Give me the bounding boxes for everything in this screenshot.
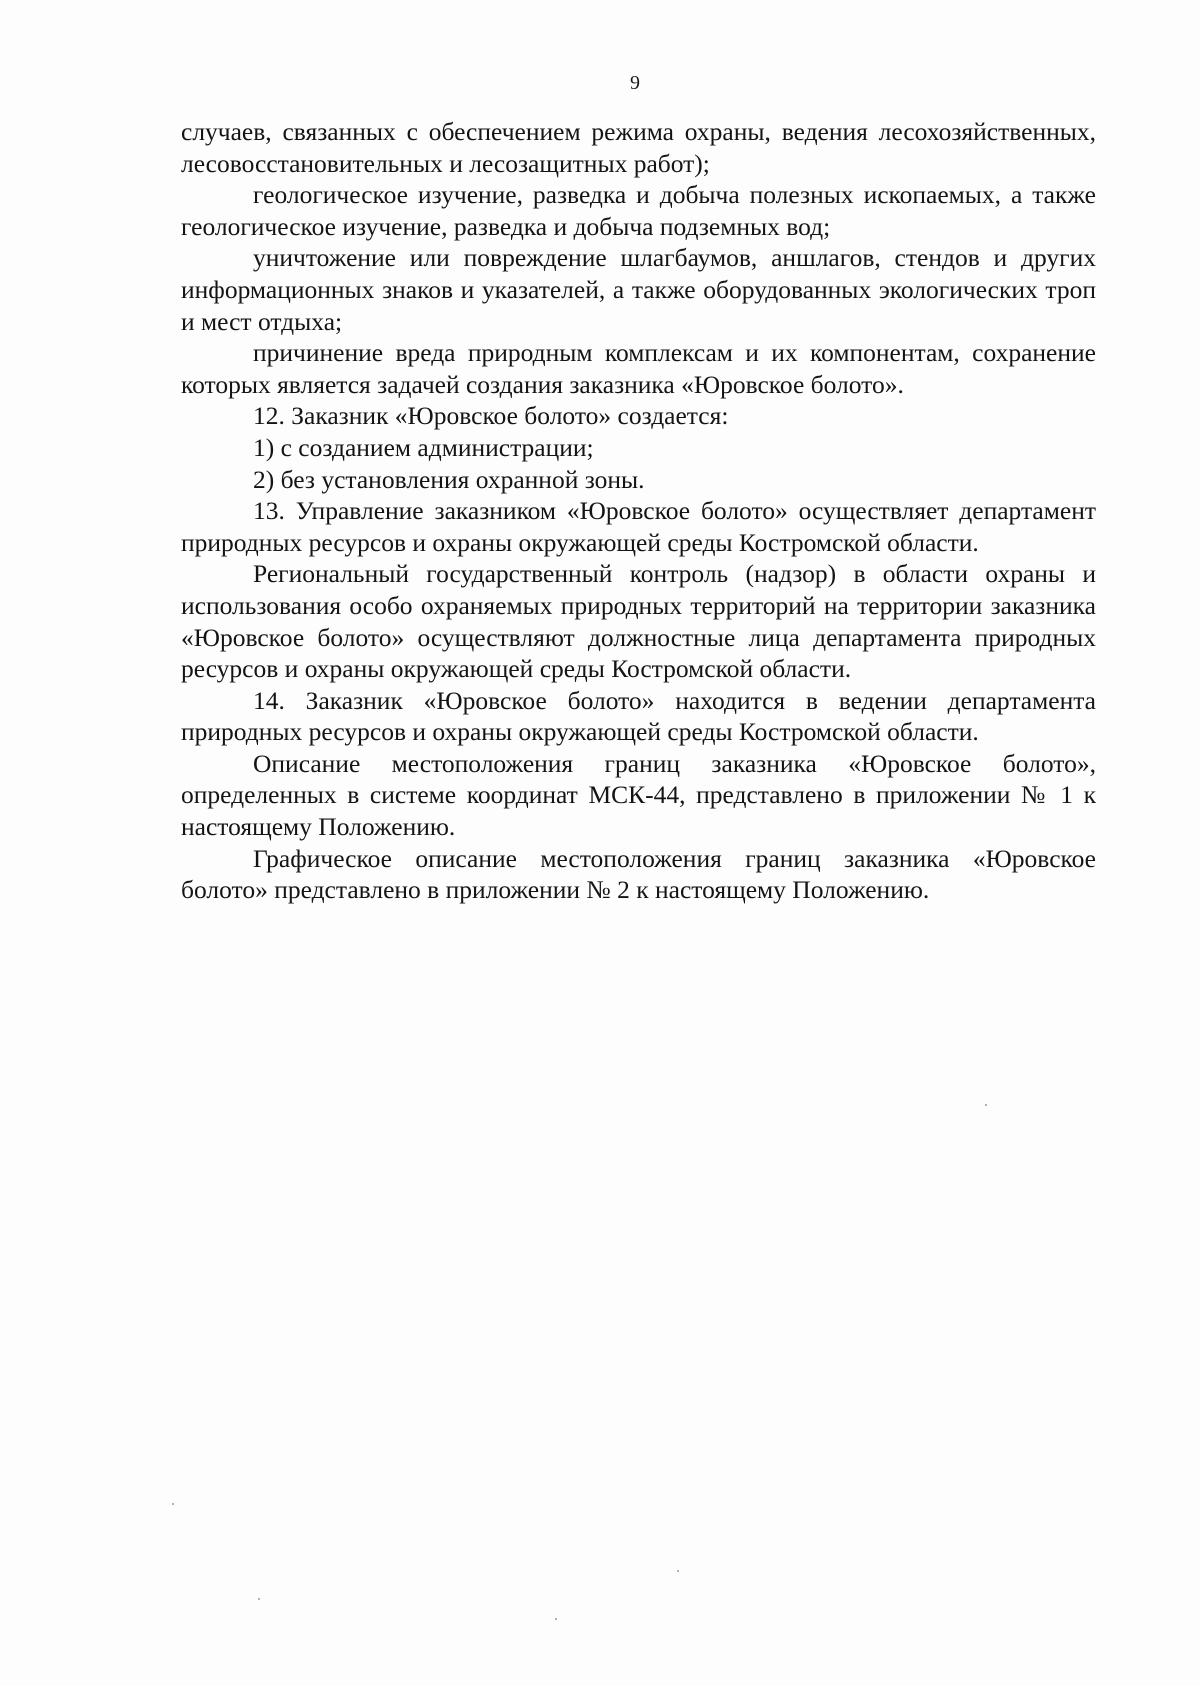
paragraph-graphic-description: Графическое описание местоположения границ заказника «Юровское болото» представлено в приложении № 2 к настоящему Положению. [181, 843, 1096, 905]
page-number: 9 [630, 72, 640, 94]
scan-speck [555, 1618, 557, 1620]
paragraph-regional-control: Региональный государственный контроль (надзор) в области охраны и использования особо охраняемых природных территорий на территории заказника «Юровское болото» осуществляют должностные лица департамента природных ресурсов и охраны окружающей среды Костромской области. [181, 559, 1096, 684]
paragraph-continuation: случаев, связанных с обеспечением режима охраны, ведения лесохозяйственных, лесовосстановительных и лесозащитных работ); [181, 117, 1096, 178]
paragraph-item-12-1: 1) с созданием администрации; [253, 432, 594, 462]
scan-speck [985, 1104, 987, 1106]
paragraph-harm-to-complexes: причинение вреда природным комплексам и их компонентам, сохранение которых является задачей создания заказника «Юровское болото». [181, 338, 1096, 399]
scan-speck [677, 1570, 679, 1572]
paragraph-destruction-of-signs: уничтожение или повреждение шлагбаумов, аншлагов, стендов и других информационных знаков и указателей, а также оборудованных экологических троп и мест отдыха; [181, 243, 1096, 336]
paragraph-geological-study: геологическое изучение, разведка и добыча полезных ископаемых, а также геологическое изучение, разведка и добыча подземных вод; [181, 180, 1096, 241]
paragraph-item-12-2: 2) без установления охранной зоны. [253, 464, 645, 494]
paragraph-item-12: 12. Заказник «Юровское болото» создается: [253, 401, 729, 431]
paragraph-item-13: 13. Управление заказником «Юровское болото» осуществляет департамент природных ресурсов и охраны окружающей среды Костромской области. [181, 496, 1096, 557]
scan-speck [258, 1598, 260, 1600]
paragraph-boundary-description: Описание местоположения границ заказника «Юровское болото», определенных в системе координат МСК-44, представлено в приложении № 1 к настоящему Положению. [181, 748, 1096, 842]
scan-speck [172, 1503, 174, 1505]
document-body [181, 116, 1096, 906]
paragraph-item-14: 14. Заказник «Юровское болото» находится в ведении департамента природных ресурсов и охраны окружающей среды Костромской области. [181, 685, 1096, 747]
